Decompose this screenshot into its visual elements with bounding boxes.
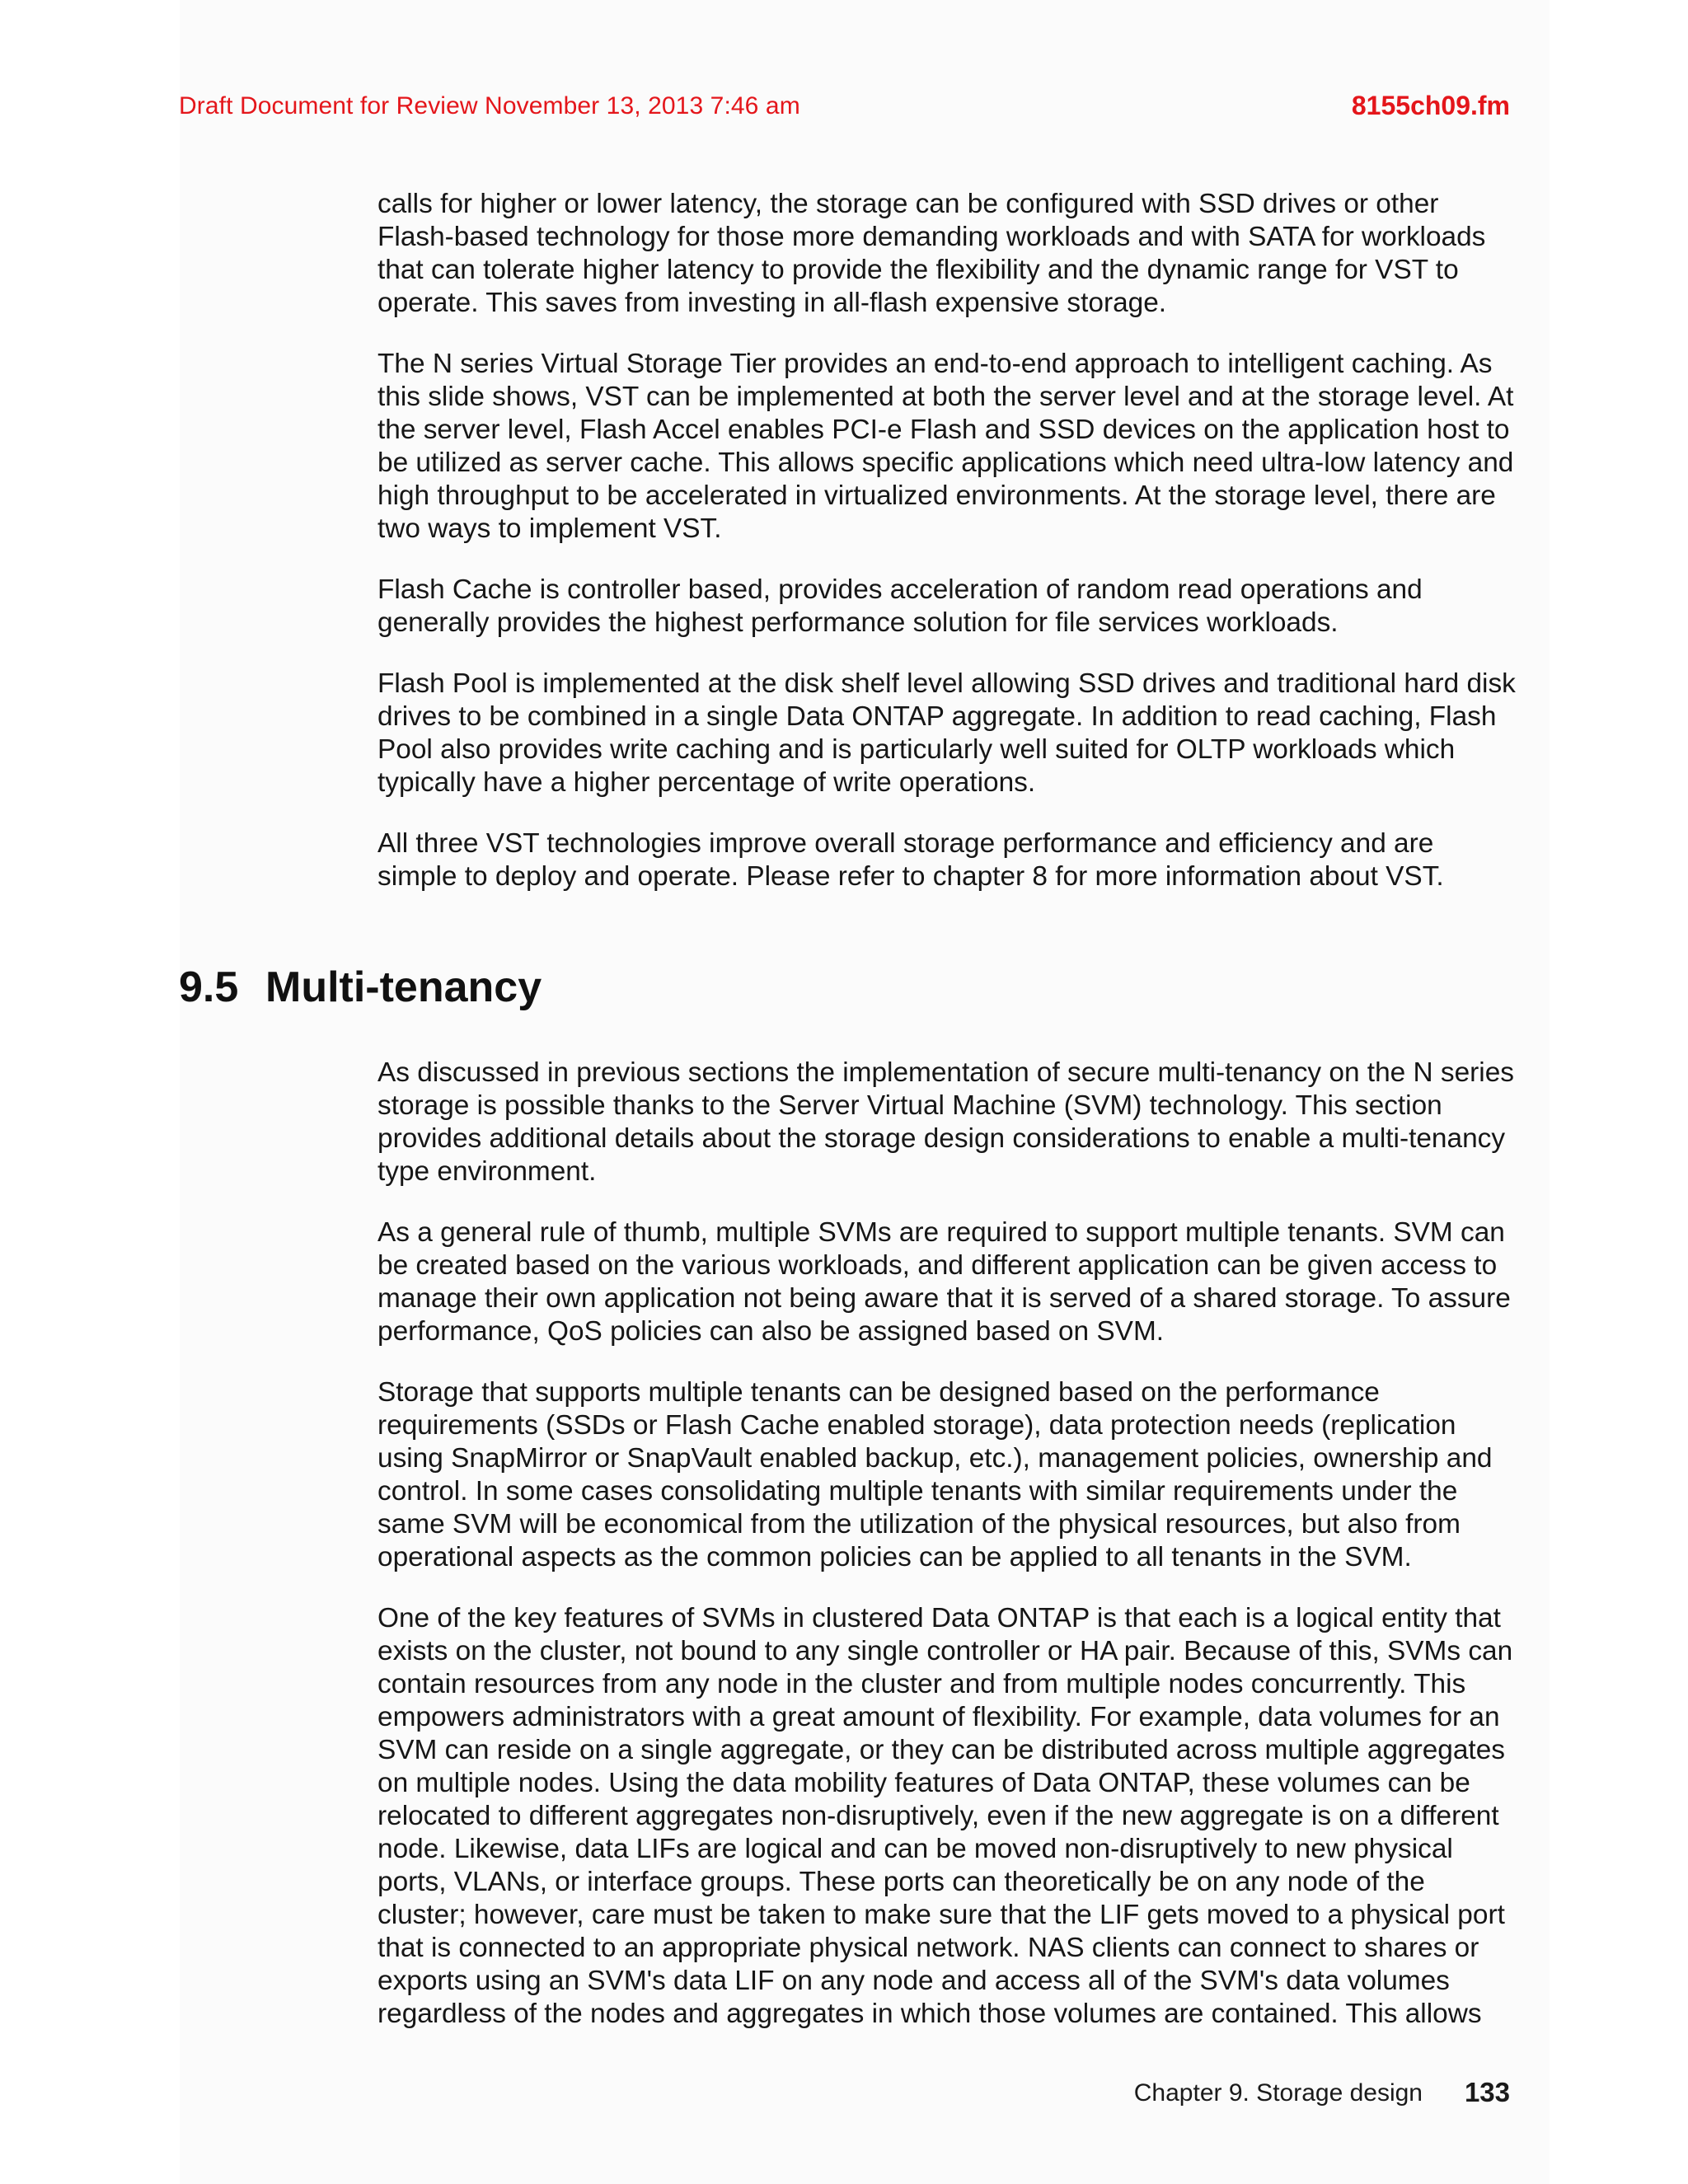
paragraph: One of the key features of SVMs in clustered Data ONTAP is that each is a logical entity that exists on the cluster, not bound to any single controller or HA pair. Because of this, SVMs can contain resources from any node in the cluster and from multiple nodes concurrently. This empowers administrators with a great amount of flexibility. For example, data volumes for an SVM can reside on a single aggregate, or they can be distributed across multiple aggregates on multiple nodes. Using the data mobility features of Data ONTAP, these volumes can be relocated to different aggregates non-disruptively, even if the new aggregate is on a different node. Likewise, data LIFs are logical and can be moved non-disruptively to new physical ports, VLANs, or interface groups. These ports can theoretically be on any node of the cluster; however, care must be taken to make sure that the LIF gets moved to a physical port that is connected to an appropriate physical network. NAS clients can connect to shares or exports using an SVM's data LIF on any node and access all of the SVM's data volumes regardless of the nodes and aggregates in which those volumes are contained. This allows: [377, 1603, 1513, 2029]
draft-notice: Draft Document for Review November 13, 2013 7:46 am: [179, 92, 800, 120]
footer-chapter-label: Chapter 9. Storage design: [1133, 2079, 1423, 2107]
paragraph: Flash Cache is controller based, provides acceleration of random read operations and generally provides the highest performance solution for file services workloads.: [377, 574, 1423, 638]
body-text-section: [377, 1057, 1519, 2031]
paragraph: As a general rule of thumb, multiple SVMs are required to support multiple tenants. SVM can be created based on the various workloads, and different application can be given access to manage their own application not being aware that it is served of a shared storage. To assure performance, QoS policies can also be assigned based on SVM.: [377, 1217, 1511, 1347]
paragraph: All three VST technologies improve overall storage performance and efficiency and are simple to deploy and operate. Please refer to chapter 8 for more information about VST.: [377, 828, 1444, 892]
section-title: Multi-tenancy: [265, 963, 542, 1011]
paragraph: As discussed in previous sections the implementation of secure multi-tenancy on the N series storage is possible thanks to the Server Virtual Machine (SVM) technology. This section provides additional details about the storage design considerations to enable a multi-tenancy type environment.: [377, 1057, 1514, 1187]
section-heading: [179, 963, 542, 1012]
file-name: 8155ch09.fm: [1351, 91, 1510, 120]
paragraph: Storage that supports multiple tenants can be designed based on the performance requirements (SSDs or Flash Cache enabled storage), data protection needs (replication using SnapMirror or SnapVault enabled backup, etc.), management policies, ownership and control. In some cases consolidating multiple tenants with similar requirements under the same SVM will be economical from the utilization of the physical resources, but also from operational aspects as the common policies can be applied to all tenants in the SVM.: [377, 1377, 1493, 1572]
page-number: 133: [1464, 2077, 1510, 2107]
body-text-top: [377, 188, 1519, 893]
paragraph: Flash Pool is implemented at the disk shelf level allowing SSD drives and traditional hard disk drives to be combined in a single Data ONTAP aggregate. In addition to read caching, Flash Pool also provides write caching and is particularly well suited for OLTP workloads which typically have a higher percentage of write operations.: [377, 668, 1516, 798]
section-number: 9.5: [179, 963, 239, 1011]
paragraph: calls for higher or lower latency, the storage can be configured with SSD drives or other Flash-based technology for those more demanding workloads and with SATA for workloads that can tolerate higher latency to provide the flexibility and the dynamic range for VST to operate. This saves from investing in all-flash expensive storage.: [377, 189, 1486, 318]
paragraph: The N series Virtual Storage Tier provides an end-to-end approach to intelligent caching. As this slide shows, VST can be implemented at both the server level and at the storage level. At the server level, Flash Accel enables PCI-e Flash and SSD devices on the application host to be utilized as server cache. This allows specific applications which need ultra-low latency and high throughput to be accelerated in virtualized environments. At the storage level, there are two ways to implement VST.: [377, 349, 1514, 544]
